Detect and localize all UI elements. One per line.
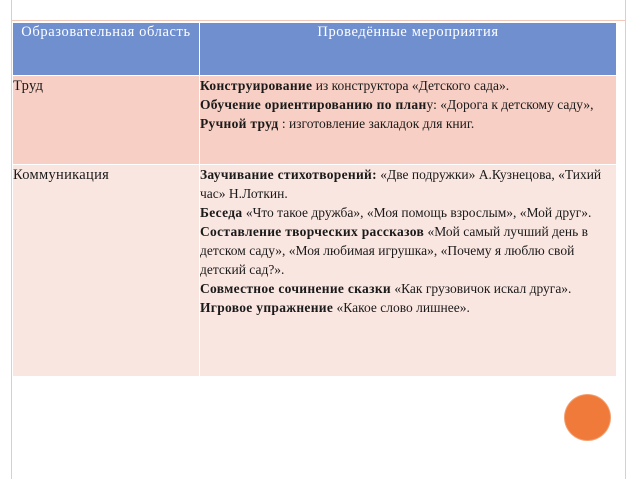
activity-title: Ручной труд — [200, 116, 279, 131]
slide-frame-right-border — [625, 0, 626, 479]
header-activities: Проведённые мероприятия — [200, 23, 617, 76]
activities-cell — [200, 76, 617, 165]
activity-item — [200, 114, 616, 133]
header-education-area: Образовательная область — [13, 23, 200, 76]
activity-item — [200, 95, 616, 114]
activity-text: из конструктора «Детского сада». — [312, 78, 510, 93]
activities-cell — [200, 165, 617, 377]
activity-title: Заучивание стихотворений: — [200, 167, 377, 182]
activity-item — [200, 298, 616, 317]
activity-text: «Мой самый лучший день в детском саду», «Моя любимая игрушка», «Почему я люблю свой детский сад?». — [200, 224, 589, 277]
activity-text: «Две подружки» А.Кузнецова, «Тихий час» Н.Лоткин. — [200, 167, 602, 201]
table-row — [13, 76, 617, 165]
activity-item — [200, 165, 616, 203]
activity-item — [200, 279, 616, 298]
table-row — [13, 165, 617, 377]
activity-title: Беседа — [200, 205, 243, 220]
top-band — [0, 0, 638, 21]
activity-title: Игровое упражнение — [200, 300, 334, 315]
activity-item — [200, 222, 616, 279]
activity-text: «Какое слово лишнее». — [333, 300, 470, 315]
activities-table — [12, 22, 617, 377]
activity-title: Обучение ориентированию по план — [200, 97, 427, 112]
activity-text: «Что такое дружба», «Моя помощь взрослым», «Мой друг». — [242, 205, 592, 220]
decorative-orange-circle — [565, 395, 610, 440]
activity-title: Совместное сочинение сказки — [200, 281, 391, 296]
table-header-row — [13, 23, 617, 76]
activity-text: у: «Дорога к детскому саду», — [426, 97, 594, 112]
activity-title: Составление творческих рассказов — [200, 224, 425, 239]
education-area-cell: Коммуникация — [13, 165, 200, 377]
slide-frame-top-border — [11, 20, 626, 21]
activity-item — [200, 203, 616, 222]
activity-title: Конструирование — [200, 78, 313, 93]
activity-item — [200, 76, 616, 95]
activity-text: : изготовление закладок для книг. — [278, 116, 475, 131]
activity-text: «Как грузовичок искал друга». — [390, 281, 572, 296]
education-area-cell: Труд — [13, 76, 200, 165]
